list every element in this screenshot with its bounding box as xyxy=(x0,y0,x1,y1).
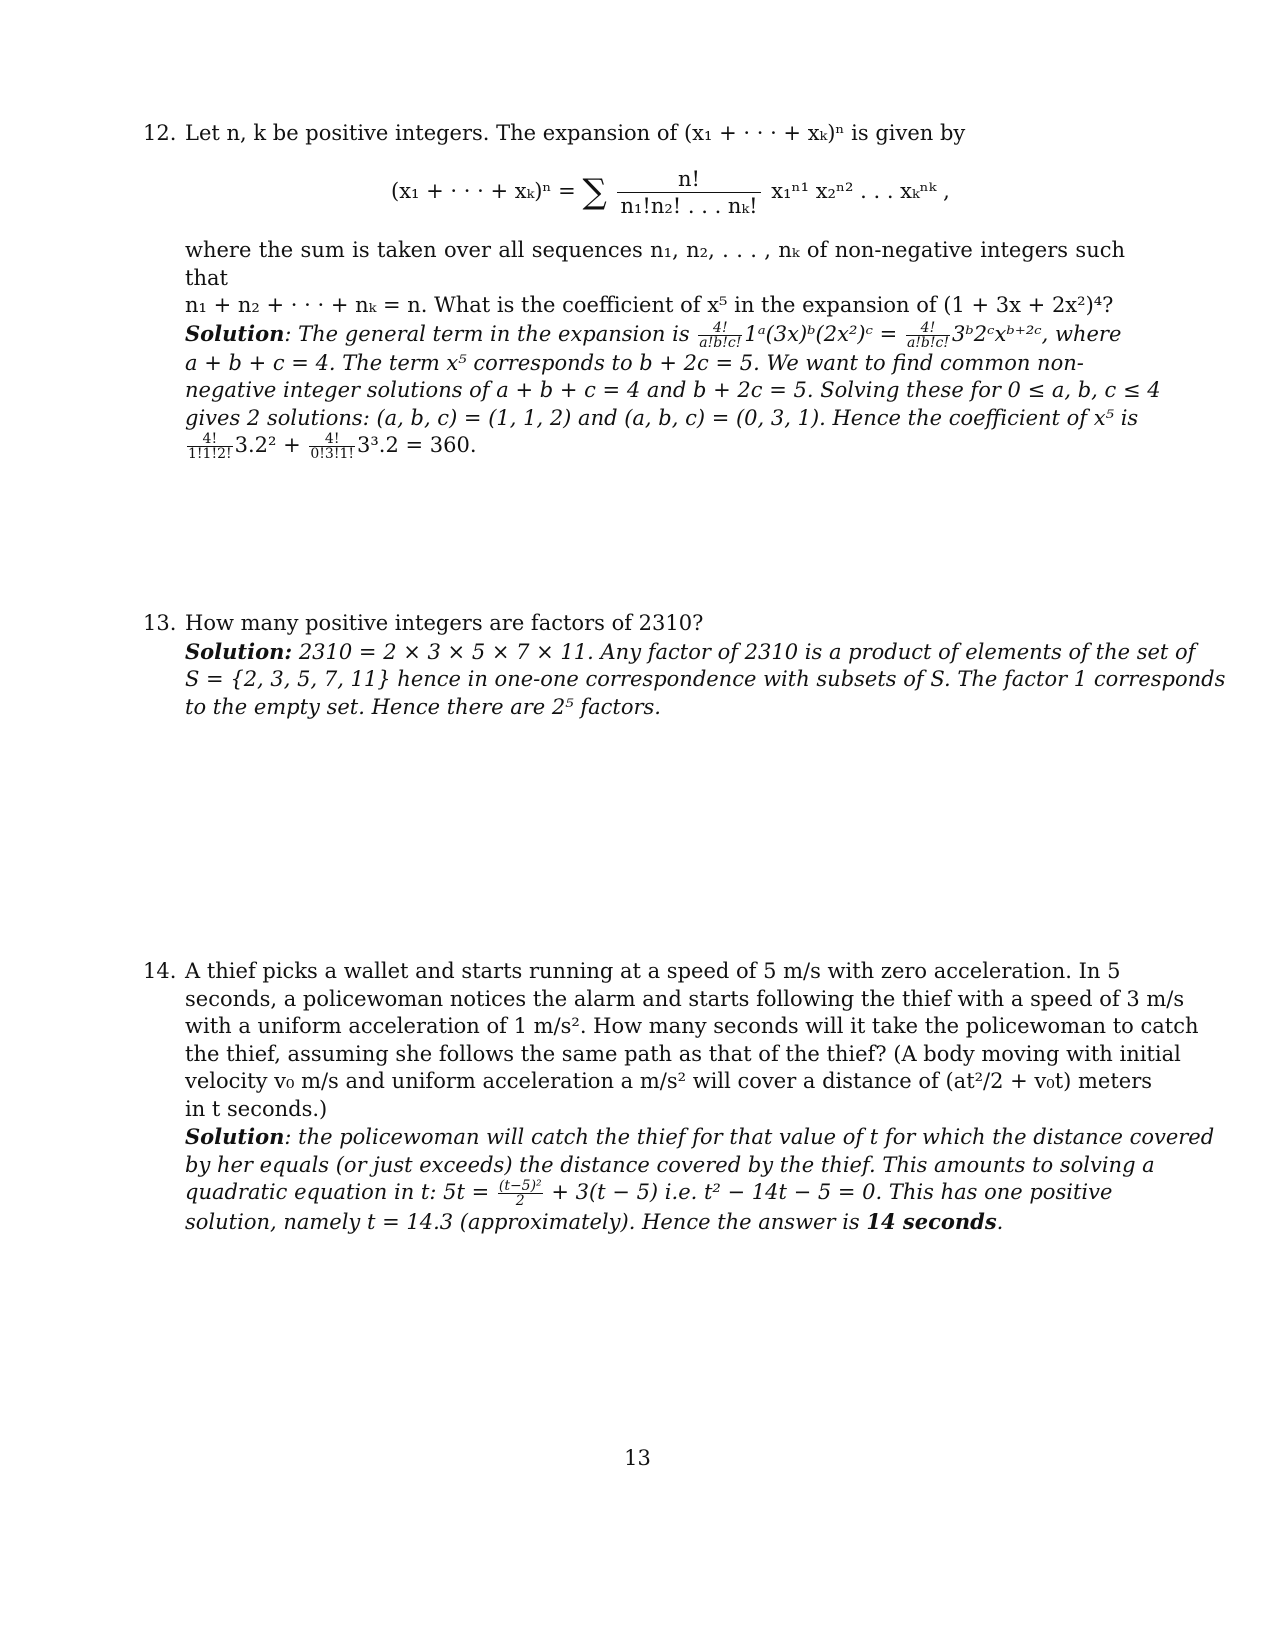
fraction-denominator: a!b!c! xyxy=(906,334,949,351)
question-line: the thief, assuming she follows the same path as that of the thief? (A body moving with initial xyxy=(185,1041,1181,1066)
question-line: n₁ + n₂ + · · · + nₖ = n. What is the coefficient of x⁵ in the expansion of (1 + 3x + 2x²)⁴? xyxy=(185,293,1114,317)
solution-label: Solution xyxy=(185,1124,285,1149)
solution-line xyxy=(185,432,1125,461)
answer-text: 14 seconds xyxy=(866,1209,997,1234)
formula-lhs: (x₁ + · · · + xₖ)ⁿ = xyxy=(391,179,576,203)
question-line: seconds, a policewoman notices the alarm and starts following the thief with a speed of 3 m/s xyxy=(185,986,1185,1011)
formula-rhs: x₁ⁿ¹ x₂ⁿ² . . . xₖⁿᵏ , xyxy=(771,179,950,203)
question-line: in t seconds.) xyxy=(185,1096,328,1121)
fraction-numerator: n! xyxy=(617,166,760,193)
solution-label: Solution: xyxy=(185,638,293,664)
fraction xyxy=(698,321,742,350)
question-line: Let n, k be positive integers. The expansion of (x₁ + · · · + xₖ)ⁿ is given by xyxy=(185,121,966,145)
question-line: A thief picks a wallet and starts running at a speed of 5 m/s with zero acceleration. In 5 xyxy=(185,959,1121,983)
fraction xyxy=(906,321,950,350)
solution-text: : The general term in the expansion is xyxy=(284,321,690,346)
solution-line: gives 2 solutions: (a, b, c) = (1, 1, 2) and (a, b, c) = (0, 3, 1). Hence the coefficient of x⁵ is xyxy=(185,405,1139,430)
problem-number: 12. xyxy=(143,121,177,145)
solution-text: : the policewoman will catch the thief for that value of t for which the distance covered xyxy=(284,1125,1215,1149)
question-line: velocity v₀ m/s and uniform acceleration a m/s² will cover a distance of (at²/2 + v₀t) meters xyxy=(185,1069,1153,1093)
solution-line: S = {2, 3, 5, 7, 11} hence in one-one correspondence with subsets of S. The factor 1 corresponds xyxy=(185,667,1226,691)
fraction xyxy=(498,1179,543,1208)
solution-text: quadratic equation in t: 5t = xyxy=(185,1180,490,1204)
solution-text: solution, namely t = 14.3 (approximately). Hence the answer is xyxy=(185,1210,860,1234)
solution-label: Solution xyxy=(185,320,285,346)
fraction-numerator: 4! xyxy=(698,321,742,336)
solution-line: negative integer solutions of a + b + c = 4 and b + 2c = 5. Solving these for 0 ≤ a, b, c ≤ 4 xyxy=(185,378,1161,402)
solution-line xyxy=(185,1123,1215,1152)
problem-number: 13. xyxy=(143,611,177,635)
page-number: 13 xyxy=(624,1446,651,1470)
sum-symbol: ∑ xyxy=(582,171,607,212)
solution-line xyxy=(185,638,1196,667)
question-line: with a uniform acceleration of 1 m/s². How many seconds will it take the policewoman to catch xyxy=(185,1014,1199,1038)
solution-line xyxy=(185,1208,1125,1237)
solution-line xyxy=(185,1179,1125,1208)
fraction-numerator: (t−5)² xyxy=(498,1178,542,1194)
solution-text: . xyxy=(996,1210,1004,1234)
fraction-denominator: n₁!n₂! . . . nₖ! xyxy=(620,194,758,218)
solution-text: 2310 = 2 × 3 × 5 × 7 × 11. Any factor of 2310 is a product of elements of the set of xyxy=(298,639,1196,664)
solution-text: 3.2² + xyxy=(234,433,301,457)
fraction-denominator: 1!1!2! xyxy=(188,446,232,462)
question-line: where the sum is taken over all sequences n₁, n₂, . . . , nₖ of non-negative integers such that xyxy=(185,238,1125,290)
fraction xyxy=(309,432,355,461)
problem-number: 14. xyxy=(143,959,177,983)
fraction-denominator: 0!3!1! xyxy=(310,446,354,462)
question-line: How many positive integers are factors of 2310? xyxy=(185,611,704,635)
solution-text: + 3(t − 5) i.e. t² − 14t − 5 = 0. This has one positive xyxy=(551,1180,1113,1204)
solution-text: 1ᵃ(3x)ᵇ(2x²)ᶜ = xyxy=(744,321,898,346)
display-formula xyxy=(391,166,950,219)
fraction-denominator: 2 xyxy=(515,1193,525,1209)
fraction-numerator: 4! xyxy=(906,321,950,336)
solution-text: 3³.2 = 360. xyxy=(357,433,477,457)
fraction-numerator: 4! xyxy=(187,432,233,447)
fraction-numerator: 4! xyxy=(309,432,355,447)
solution-line: a + b + c = 4. The term x⁵ corresponds to b + 2c = 5. We want to find common non- xyxy=(185,350,1084,375)
fraction-denominator: a!b!c! xyxy=(699,334,742,351)
solution-line: by her equals (or just exceeds) the distance covered by the thief. This amounts to solving a xyxy=(185,1152,1155,1177)
fraction xyxy=(187,432,233,461)
solution-text: 3ᵇ2ᶜxᵇ⁺²ᶜ, where xyxy=(951,321,1122,346)
solution-line: to the empty set. Hence there are 2⁵ factors. xyxy=(185,694,661,719)
multinomial-fraction xyxy=(617,166,760,219)
solution-line xyxy=(185,320,1125,350)
